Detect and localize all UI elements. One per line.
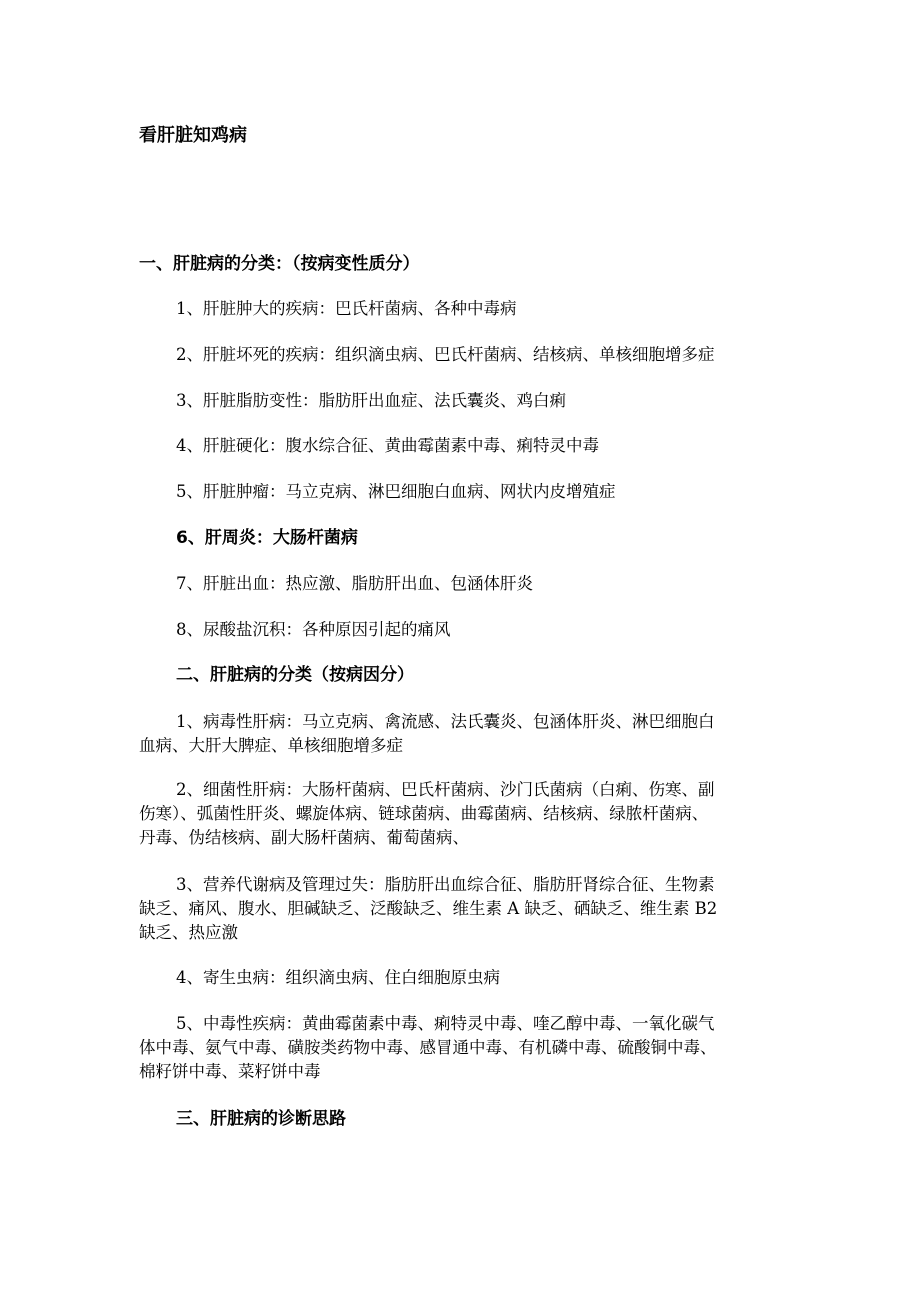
section-2-item-3-line-3: 缺乏、热应激 bbox=[139, 923, 238, 942]
section-2-item-4-line-1: 4、寄生虫病：组织滴虫病、住白细胞原虫病 bbox=[176, 968, 500, 987]
section-2-item-3-line-2: 缺乏、痛风、腹水、胆碱缺乏、泛酸缺乏、维生素 A 缺乏、硒缺乏、维生素 B2 bbox=[139, 899, 718, 918]
section-2-item-2-line-1: 2、细菌性肝病：大肠杆菌病、巴氏杆菌病、沙门氏菌病（白痢、伤寒、副 bbox=[176, 780, 715, 799]
section-2-item-5-line-1: 5、中毒性疾病：黄曲霉菌素中毒、痢特灵中毒、喹乙醇中毒、一氧化碳气 bbox=[176, 1014, 715, 1033]
section-2-item-5 bbox=[139, 1012, 781, 1084]
section-2-item-3-line-1: 3、营养代谢病及管理过失：脂肪肝出血综合征、脂肪肝肾综合征、生物素 bbox=[176, 875, 715, 894]
section-1-item-6: 6、肝周炎：大肠杆菌病 bbox=[176, 528, 358, 548]
section-2-item-4 bbox=[139, 966, 781, 990]
section-2-item-1 bbox=[139, 710, 781, 758]
section-2-item-5-line-3: 棉籽饼中毒、菜籽饼中毒 bbox=[139, 1062, 321, 1081]
section-1-item-5: 5、肝脏肿瘤：马立克病、淋巴细胞白血病、网状内皮增殖症 bbox=[176, 482, 616, 501]
section-1-item-7: 7、肝脏出血：热应激、脂肪肝出血、包涵体肝炎 bbox=[176, 574, 533, 593]
section-2-item-1-line-2: 血病、大肝大脾症、单核细胞增多症 bbox=[139, 736, 403, 755]
section-2-item-2 bbox=[139, 778, 781, 850]
section-1-item-8: 8、尿酸盐沉积：各种原因引起的痛风 bbox=[176, 620, 451, 639]
section-2-item-5-line-2: 体中毒、氨气中毒、磺胺类药物中毒、感冒通中毒、有机磷中毒、硫酸铜中毒、 bbox=[139, 1038, 717, 1057]
section-2-item-3 bbox=[139, 873, 781, 945]
section-2-item-2-line-3: 丹毒、伪结核病、副大肠杆菌病、葡萄菌病、 bbox=[139, 828, 469, 847]
section-1-item-4: 4、肝脏硬化：腹水综合征、黄曲霉菌素中毒、痢特灵中毒 bbox=[176, 436, 599, 455]
document-title: 看肝脏知鸡病 bbox=[139, 125, 247, 146]
section-1-item-3: 3、肝脏脂肪变性：脂肪肝出血症、法氏囊炎、鸡白痢 bbox=[176, 391, 566, 410]
section-1-item-1: 1、肝脏肿大的疾病：巴氏杆菌病、各种中毒病 bbox=[176, 299, 517, 318]
section-2-item-2-line-2: 伤寒）、弧菌性肝炎、螺旋体病、链球菌病、曲霉菌病、结核病、绿脓杆菌病、 bbox=[139, 804, 709, 823]
section-2-item-1-line-1: 1、病毒性肝病：马立克病、禽流感、法氏囊炎、包涵体肝炎、淋巴细胞白 bbox=[176, 712, 715, 731]
section-1-item-2: 2、肝脏坏死的疾病：组织滴虫病、巴氏杆菌病、结核病、单核细胞增多症 bbox=[176, 345, 715, 364]
section-1-heading: 一、肝脏病的分类：（按病变性质分） bbox=[139, 254, 420, 274]
section-2-heading: 二、肝脏病的分类（按病因分） bbox=[176, 665, 414, 685]
section-3-heading: 三、肝脏病的诊断思路 bbox=[176, 1109, 346, 1129]
